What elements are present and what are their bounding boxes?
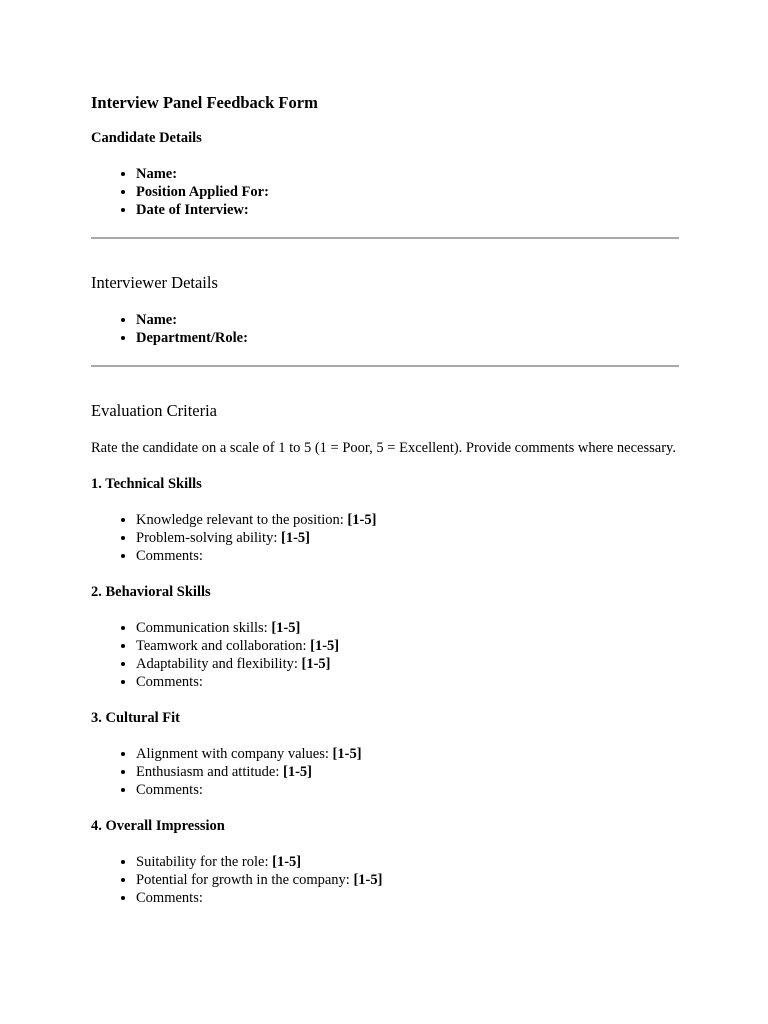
rating-placeholder: [1-5] [332,746,362,762]
list-item: • Potential for growth in the company: [1-5] [136,871,679,889]
list-item: • Adaptability and flexibility: [1-5] [136,655,679,673]
section-technical-skills-list [91,511,679,565]
rating-placeholder: [1-5] [272,854,302,870]
rating-placeholder: [1-5] [353,872,383,888]
candidate-position-field: • Position Applied For: [136,183,679,201]
interviewer-fields-list [91,311,679,347]
list-item: • Problem-solving ability: [1-5] [136,529,679,547]
candidate-details-heading: Candidate Details [91,130,202,146]
section-technical-skills-title: 1. Technical Skills [91,476,202,492]
list-item: • Comments: [136,673,679,691]
evaluation-intro: Rate the candidate on a scale of 1 to 5 (1 = Poor, 5 = Excellent). Provide comments where necessary. [91,440,676,456]
evaluation-criteria-heading: Evaluation Criteria [91,401,217,420]
section-cultural-fit-title: 3. Cultural Fit [91,710,181,726]
candidate-date-field: • Date of Interview: [136,201,679,219]
list-item: • Communication skills: [1-5] [136,619,679,637]
list-item: • Enthusiasm and attitude: [1-5] [136,763,679,781]
section-overall-impression-title: 4. Overall Impression [91,818,225,834]
section-cultural-fit-list [91,745,679,799]
list-item: • Alignment with company values: [1-5] [136,745,679,763]
list-item: • Teamwork and collaboration: [1-5] [136,637,679,655]
list-item: • Comments: [136,781,679,799]
list-item: • Comments: [136,547,679,565]
divider-1 [91,237,679,239]
list-item: • Comments: [136,889,679,907]
interviewer-name-field: • Name: [136,311,679,329]
form-title: Interview Panel Feedback Form [91,93,318,112]
section-overall-impression-list [91,853,679,907]
rating-placeholder: [1-5] [310,638,340,654]
candidate-fields-list [91,165,679,219]
list-item: • Knowledge relevant to the position: [1-5] [136,511,679,529]
document-content [91,93,679,907]
interviewer-details-heading: Interviewer Details [91,273,218,292]
interviewer-department-field: • Department/Role: [136,329,679,347]
rating-placeholder: [1-5] [347,512,377,528]
rating-placeholder: [1-5] [271,620,301,636]
rating-placeholder: [1-5] [301,656,331,672]
rating-placeholder: [1-5] [283,764,312,780]
section-behavioral-skills-list [91,619,679,691]
list-item: • Suitability for the role: [1-5] [136,853,679,871]
candidate-name-field: • Name: [136,165,679,183]
rating-placeholder: [1-5] [281,530,310,546]
divider-2 [91,365,679,367]
section-behavioral-skills-title: 2. Behavioral Skills [91,584,211,600]
